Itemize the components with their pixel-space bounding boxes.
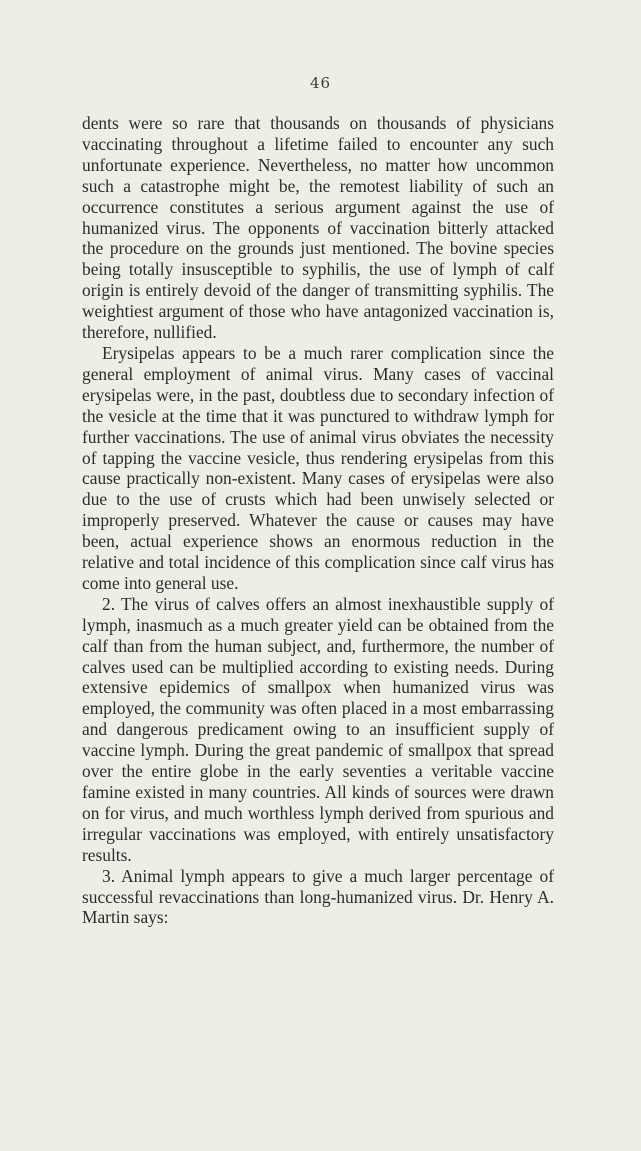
page-number: 46 <box>309 74 332 92</box>
body-text <box>82 113 554 928</box>
paragraph-point-3: 3. Animal lymph appears to give a much larger percentage of successful revaccinations than long-humanized virus. Dr. Henry A. Martin says: <box>82 865 554 928</box>
paragraph-continuation: dents were so rare that thousands on thousands of physicians vaccinating throughout a lifetime failed to encounter any such unfortunate experience. Nevertheless, no matter how uncommon such a catastrophe might be, the remotest liability of such an occurrence constitutes a serious argument against the use of humanized virus. The opponents of vaccination bitterly attacked the procedure on the grounds just mentioned. The bovine species being totally insusceptible to syphilis, the use of lymph of calf origin is entirely devoid of the danger of transmitting syphilis. The weightiest argument of those who have antagonized vaccination is, therefore, nullified. <box>82 113 554 343</box>
paragraph-erysipelas: Erysipelas appears to be a much rarer complication since the general employment of animal virus. Many cases of vaccinal erysipelas were, in the past, doubtless due to secondary infection of the vesicle at the time that it was punctured to withdraw lymph for further vaccinations. The use of animal virus obviates the necessity of tapping the vaccine vesicle, thus rendering erysipelas from this cause practically non-existent. Many cases of erysipelas were also due to the use of crusts which had been unwisely selected or improperly preserved. Whatever the cause or causes may have been, actual experience shows an enormous reduction in the relative and total incidence of this complication since calf virus has come into general use. <box>82 342 554 593</box>
paragraph-point-2: 2. The virus of calves offers an almost inexhaustible supply of lymph, inasmuch as a much greater yield can be obtained from the calf than from the human subject, and, furthermore, the number of calves used can be multiplied according to existing needs. During extensive epidemics of smallpox when humanized virus was employed, the community was often placed in a most embarrassing and dangerous predicament owing to an insufficient supply of vaccine lymph. During the great pandemic of smallpox that spread over the entire globe in the early seventies a veritable vaccine famine existed in many countries. All kinds of sources were drawn on for virus, and much worthless lymph derived from spurious and irregular vaccinations was employed, with entirely unsatisfactory results. <box>82 593 554 865</box>
